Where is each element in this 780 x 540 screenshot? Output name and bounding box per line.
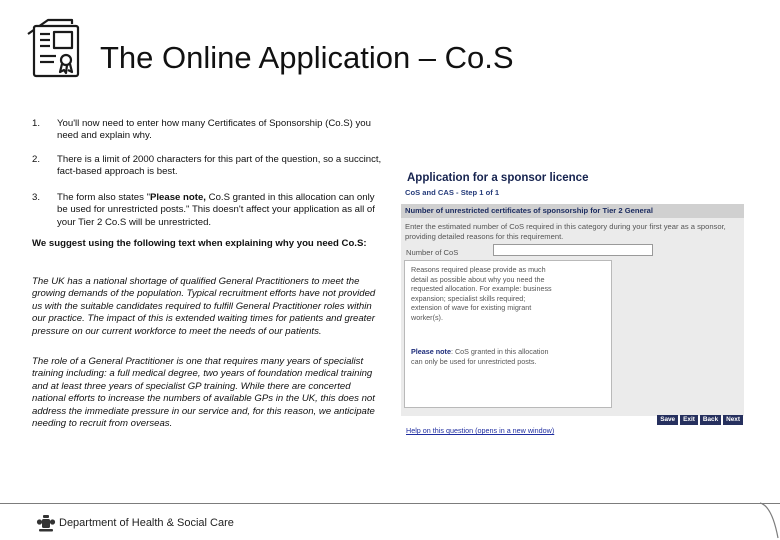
suggested-text-paragraph: The role of a General Practitioner is one that requires many years of specialist training including: a full medical degree, two years of foundation medical training and at least three years of specialist GP training. While there are concerted national efforts to increase the numbers of available GPs in the UK, this does not address the immediate pressure in our service and, for this reason, we anticipate needing to recruit from overseas. — [32, 356, 375, 430]
reasons-textarea[interactable] — [404, 260, 612, 408]
reasons-placeholder: Reasons required please provide as much detail as possible about why you need the requested allocation. For example: business expansion; specialist skills required; extension of wave for existing migrant worker(s). — [411, 265, 552, 322]
step-number: 3. — [32, 192, 41, 203]
save-button[interactable]: Save — [657, 415, 678, 425]
step-3 — [32, 192, 384, 229]
form-step-indicator: CoS and CAS - Step 1 of 1 — [405, 188, 500, 197]
back-button[interactable]: Back — [700, 415, 721, 425]
form-buttons — [657, 415, 743, 425]
exit-button[interactable]: Exit — [680, 415, 698, 425]
form-title: Application for a sponsor licence — [407, 172, 589, 184]
application-form-screenshot — [401, 168, 744, 435]
reasons-note: Please note: CoS granted in this allocation can only be used for unrestricted posts. — [411, 347, 549, 366]
step-text: There is a limit of 2000 characters for this part of the question, so a succinct, fact-based approach is best. — [57, 154, 382, 178]
royal-crest-icon — [36, 513, 56, 535]
step-number: 1. — [32, 118, 41, 129]
suggestion-heading: We suggest using the following text when explaining why you need Co.S: — [32, 238, 367, 249]
number-of-cos-label: Number of CoS — [406, 248, 459, 257]
step-text: The form also states "Please note, Co.S granted in this allocation can only be used for unrestricted posts." This doesn't affect your application as all of your Tier 2 Co.S will be unrestricted. — [57, 192, 375, 228]
department-name: Department of Health & Social Care — [59, 517, 234, 529]
step-1 — [32, 118, 384, 143]
section-heading: Number of unrestricted certificates of sponsorship for Tier 2 General — [401, 204, 744, 218]
next-button[interactable]: Next — [723, 415, 743, 425]
suggested-text-paragraph: The UK has a national shortage of qualified General Practitioners to meet the growing demands of the population. Typical recruitment efforts have not provided us with the suitable candidates required to fulfill General Practitioner roles within our practice. The impact of this is extended waiting times for patients and greater pressure on our current workforce to meet the needs of our patients. — [32, 276, 376, 337]
footer-curve — [760, 500, 780, 540]
help-link[interactable]: Help on this question (opens in a new window) — [406, 426, 555, 435]
footer-divider — [0, 503, 780, 504]
step-text: You'll now need to enter how many Certificates of Sponsorship (Co.S) you need and explain why. — [57, 118, 371, 142]
certificate-icon — [20, 14, 90, 84]
section-help-text: Enter the estimated number of CoS required in this category during your first year as a sponsor, providing detailed reasons for this requirement. — [405, 222, 726, 241]
step-2 — [32, 154, 384, 179]
page-title: The Online Application – Co.S — [100, 40, 514, 75]
step-number: 2. — [32, 154, 41, 165]
number-of-cos-input[interactable] — [493, 244, 653, 256]
